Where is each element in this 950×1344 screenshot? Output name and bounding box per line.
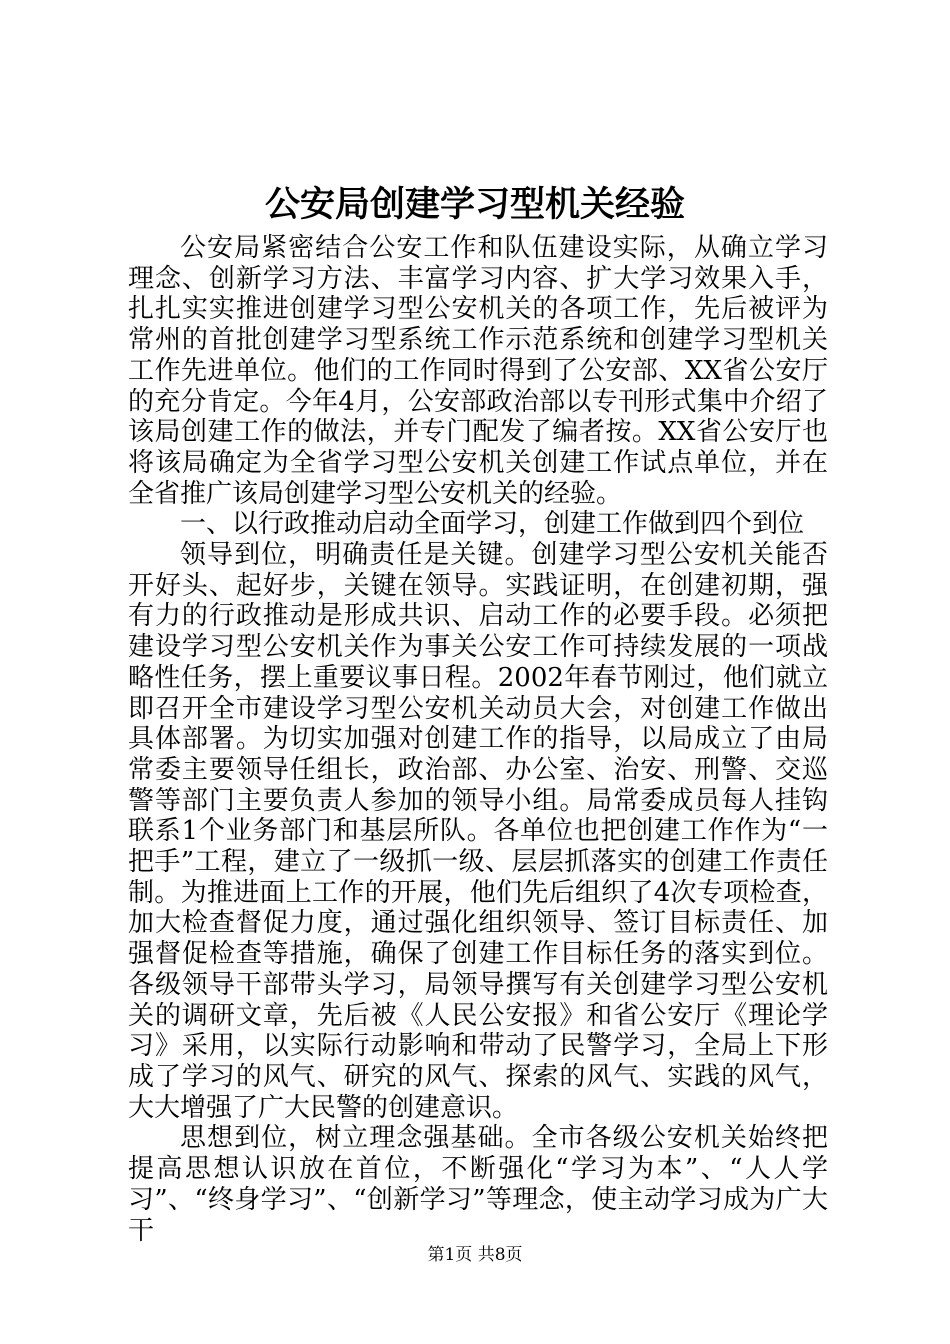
paragraph-thinking: 思想到位，树立理念强基础。全市各级公安机关始终把提高思想认识放在首位，不断强化“学习为本”、“人人学习”、“终身学习”、“创新学习”等理念，使主动学习成为广大干 (128, 1123, 828, 1246)
paragraph-leadership: 领导到位，明确责任是关键。创建学习型公安机关能否开好头、起好步，关键在领导。实践证明，在创建初期，强有力的行政推动是形成共识、启动工作的必要手段。必须把建设学习型公安机关作为事关公安工作可持续发展的一项战略性任务，摆上重要议事日程。2002年春节刚过，他们就立即召开全市建设学习型公安机关动员大会，对创建工作做出具体部署。为切实加强对创建工作的指导，以局成立了由局常委主要领导任组长，政治部、办公室、治安、刑警、交巡警等部门主要负责人参加的领导小组。局常委成员每人挂钩联系1个业务部门和基层所队。各单位也把创建工作作为“一把手”工程，建立了一级抓一级、层层抓落实的创建工作责任制。为推进面上工作的开展，他们先后组织了4次专项检查，加大检查督促力度，通过强化组织领导、签订目标责任、加强督促检查等措施，确保了创建工作目标任务的落实到位。各级领导干部带头学习，局领导撰写有关创建学习型公安机关的调研文章，先后被《人民公安报》和省公安厅《理论学习》采用，以实际行动影响和带动了民警学习，全局上下形成了学习的风气、研究的风气、探索的风气、实践的风气，大大增强了广大民警的创建意识。 (128, 540, 828, 1123)
document-title: 公安局创建学习型机关经验 (264, 184, 685, 225)
paragraph-intro: 公安局紧密结合公安工作和队伍建设实际，从确立学习理念、创新学习方法、丰富学习内容、扩大学习效果入手，扎扎实实推进创建学习型公安机关的各项工作，先后被评为常州的首批创建学习型系统工作示范系统和创建学习型机关工作先进单位。他们的工作同时得到了公安部、XX省公安厅的充分肯定。今年4月，公安部政治部以专刊形式集中介绍了该局创建工作的做法，并专门配发了编者按。XX省公安厅也将该局确定为全省学习型公安机关创建工作试点单位，并在全省推广该局创建学习型公安机关的经验。 (128, 233, 828, 509)
document-body (128, 233, 828, 1246)
page-number-footer: 第1页 共8页 (427, 1245, 523, 1265)
section-heading-1: 一、以行政推动启动全面学习，创建工作做到四个到位 (180, 509, 805, 540)
